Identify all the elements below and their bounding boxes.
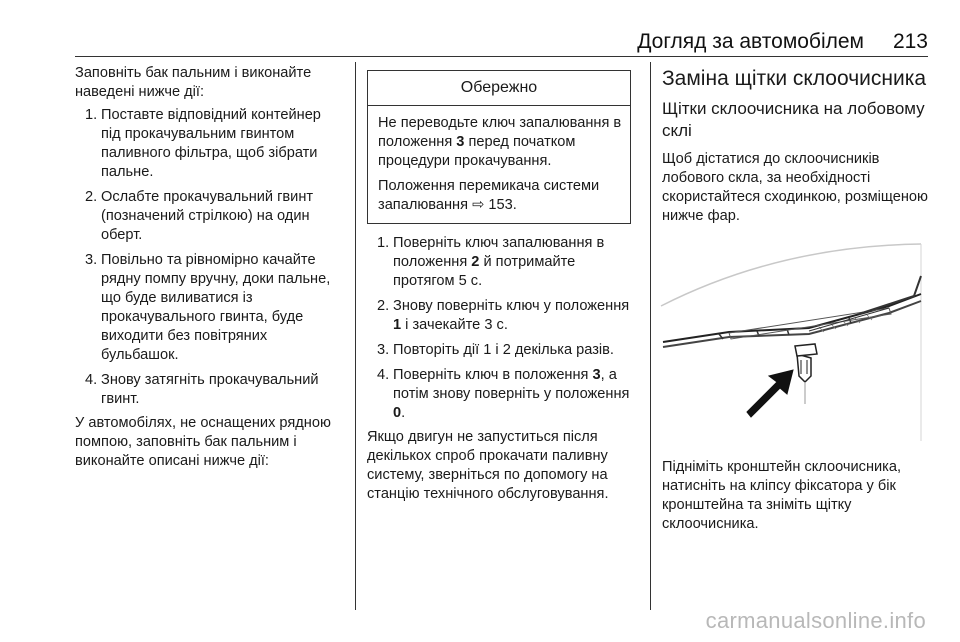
bleed-steps-list <box>75 106 343 409</box>
step-number: 3. <box>85 252 98 268</box>
list-item <box>75 188 343 245</box>
ignition-position: 2 <box>471 254 480 270</box>
step-number: 2. <box>85 189 98 205</box>
caution-box <box>367 70 631 224</box>
step-text: й потримайте протягом 5 с. <box>393 254 576 289</box>
page-title: Догляд за автомобілем <box>637 30 864 53</box>
column-1 <box>75 64 343 471</box>
caution-paragraph-1 <box>378 114 622 171</box>
step-text: Повільно та рівномірно качайте рядну помпу вручну, доки пальне, що буде виливатися із прокачувального гвинта, буде виходити без повітряних бульбашок. <box>101 252 331 363</box>
step-text: і зачекайте 3 с. <box>401 317 508 333</box>
caution-title: Обережно <box>368 71 630 106</box>
list-item <box>75 371 343 409</box>
caution-text: Положення перемикача системи запалювання <box>378 178 600 213</box>
caution-text: Не переводьте ключ запалювання в положення <box>378 115 622 150</box>
caution-body <box>368 106 630 223</box>
wiper-illustration <box>659 236 923 448</box>
step-number: 1. <box>377 235 390 251</box>
outro-paragraph: У автомобілях, не оснащених рядною помпою, заповніть бак пальним і виконайте описані нижче дії: <box>75 415 331 469</box>
ignition-position: 3 <box>592 367 601 383</box>
column-divider-right <box>650 62 651 610</box>
column-divider-left <box>355 62 356 610</box>
intro-paragraph: Заповніть бак пальним і виконайте наведені нижче дії: <box>75 65 312 100</box>
list-item <box>75 106 343 182</box>
list-item <box>367 341 635 360</box>
page-header <box>75 30 928 58</box>
page-number: 213 <box>892 30 928 53</box>
list-item <box>367 366 635 423</box>
watermark: carmanualsonline.info <box>705 608 926 633</box>
page-reference-arrow-icon: ⇨ <box>472 197 485 213</box>
step-text: Ослабте прокачувальний гвинт (позначений стрілкою) на один оберт. <box>101 189 314 243</box>
step-text: Знову поверніть ключ у положення <box>393 298 630 314</box>
column-3 <box>662 64 930 534</box>
column-2 <box>367 66 635 504</box>
caution-text: перед початком процедури прокачування. <box>378 134 576 169</box>
list-item <box>75 251 343 365</box>
caution-paragraph-2 <box>378 177 622 215</box>
subsection-heading: Щітки склоочисника на лобовому склі <box>662 99 925 140</box>
page-reference: 153. <box>484 197 517 213</box>
step-number: 2. <box>377 298 390 314</box>
step-text: Поставте відповідний контейнер під прокачувальним гвинтом паливного фільтра, щоб зібрати пальне. <box>101 107 321 180</box>
ignition-position: 1 <box>393 317 402 333</box>
step-text: Повторіть дії 1 і 2 декілька разів. <box>393 342 614 358</box>
ignition-position: 0 <box>393 405 402 421</box>
step-number: 3. <box>377 342 390 358</box>
outro-paragraph: Якщо двигун не запуститься після декількох спроб прокачати паливну систему, зверніться по допомогу на станцію технічного обслуговування. <box>367 429 609 502</box>
step-number: 4. <box>85 372 98 388</box>
header-divider <box>75 56 928 57</box>
key-steps-list <box>367 234 635 423</box>
section-heading: Заміна щітки склоочисника <box>662 67 927 90</box>
step-text: . <box>401 405 406 421</box>
step-number: 4. <box>377 367 390 383</box>
step-text: , а потім знову поверніть у положення <box>393 367 630 402</box>
figure-caption: Підніміть кронштейн склоочисника, натисніть на кліпсу фіксатора у бік кронштейна та зніміть щітку склоочисника. <box>662 459 902 532</box>
list-item <box>367 297 635 335</box>
step-text: Знову затягніть прокачувальний гвинт. <box>101 372 319 407</box>
ignition-position: 3 <box>456 134 465 150</box>
wiper-arm-drawing <box>659 236 923 448</box>
list-item <box>367 234 635 291</box>
access-paragraph: Щоб дістатися до склоочисників лобового скла, за необхідності скористайтеся сходинкою, розміщеною нижче фар. <box>662 151 928 224</box>
step-text: Поверніть ключ в положення <box>393 367 593 383</box>
step-number: 1. <box>85 107 98 123</box>
step-text: Поверніть ключ запалювання в положення <box>393 235 605 270</box>
